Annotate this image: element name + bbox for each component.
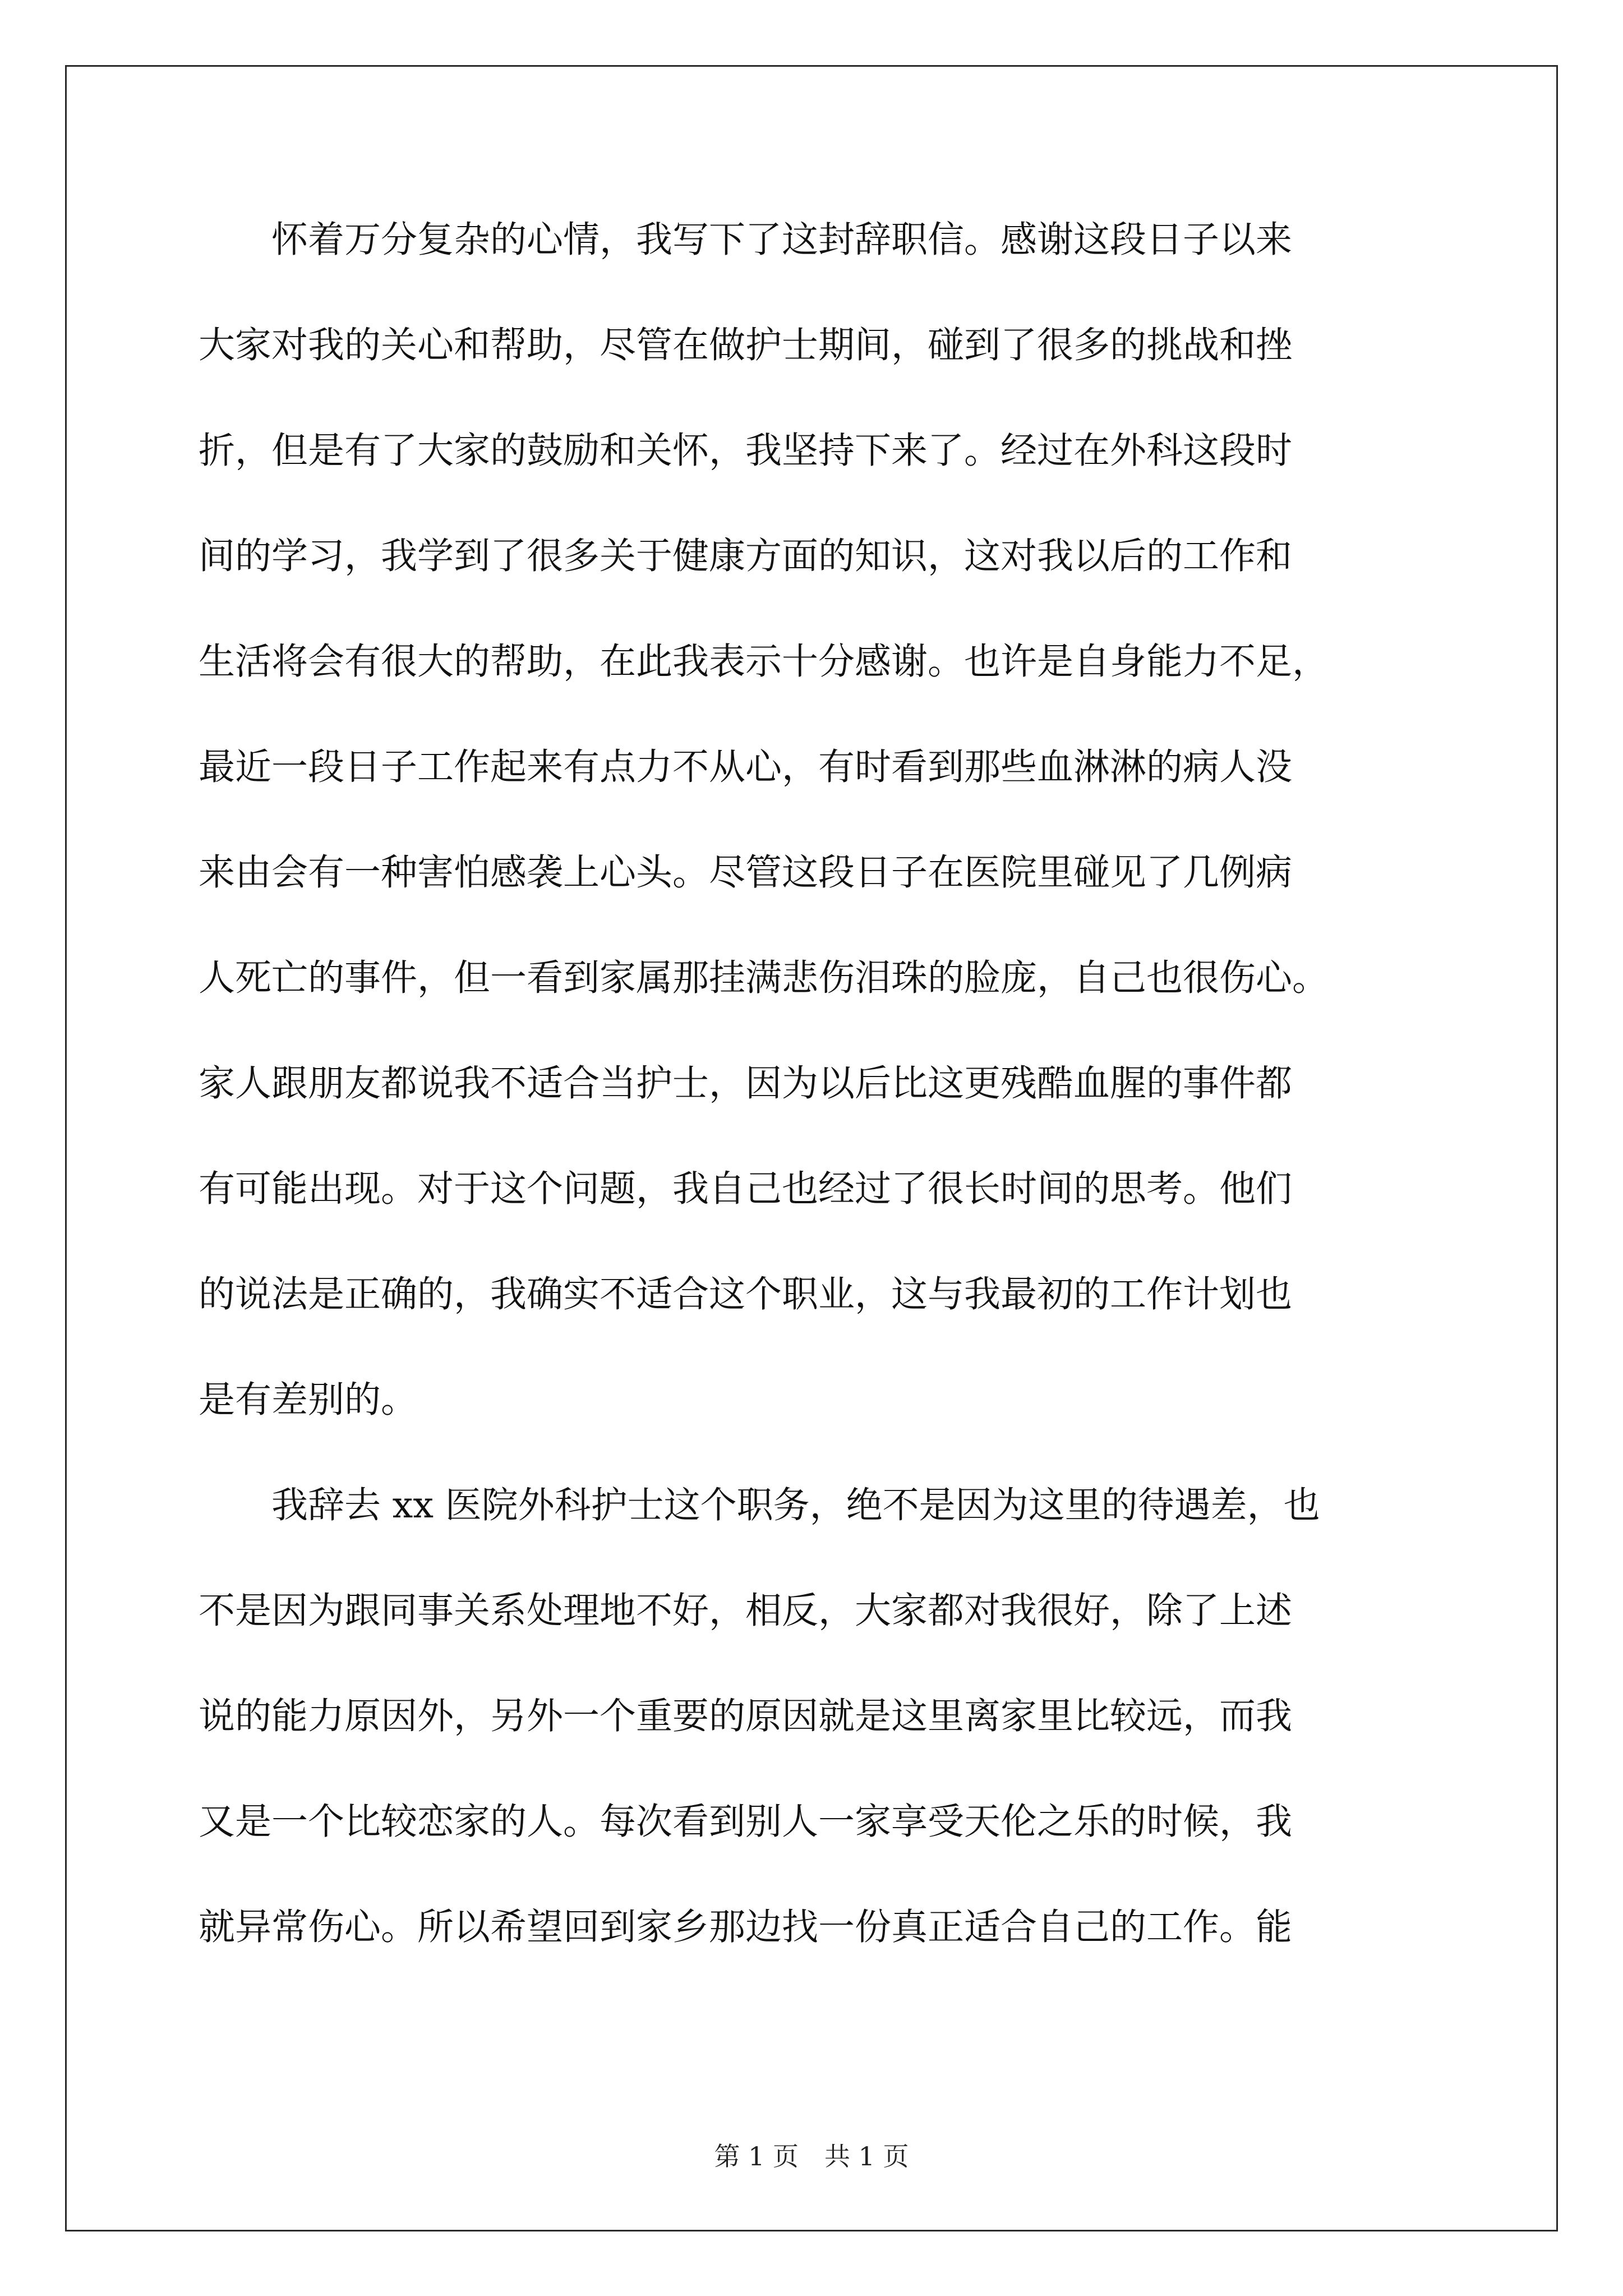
paragraph-1-line-4: 间的学习，我学到了很多关于健康方面的知识，这对我以后的工作和 [199, 535, 1293, 577]
paragraph-1-line-10: 有可能出现。对于这个问题，我自己也经过了很长时间的思考。他们 [199, 1168, 1293, 1210]
paragraph-1-line-5: 生活将会有很大的帮助，在此我表示十分感谢。也许是自身能力不足， [199, 641, 1329, 683]
paragraph-1-line-6: 最近一段日子工作起来有点力不从心，有时看到那些血淋淋的病人没 [199, 746, 1293, 788]
paragraph-1-line-7: 来由会有一种害怕感袭上心头。尽管这段日子在医院里碰见了几例病 [199, 852, 1293, 894]
paragraph-1-line-2: 大家对我的关心和帮助，尽管在做护士期间，碰到了很多的挑战和挫 [199, 324, 1293, 366]
page-number-current: 第 1 页 [714, 2141, 799, 2171]
paragraph-2-line-2: 不是因为跟同事关系处理地不好，相反，大家都对我很好，除了上述 [199, 1590, 1293, 1632]
paragraph-2-line-5: 就异常伤心。所以希望回到家乡那边找一份真正适合自己的工作。能 [199, 1906, 1293, 1948]
paragraph-2-line-4: 又是一个比较恋家的人。每次看到别人一家享受天伦之乐的时候，我 [199, 1801, 1293, 1843]
page-footer [0, 2136, 1623, 2173]
paragraph-1-line-9: 家人跟朋友都说我不适合当护士，因为以后比这更残酷血腥的事件都 [199, 1062, 1293, 1105]
paragraph-1-line-3: 折，但是有了大家的鼓励和关怀，我坚持下来了。经过在外科这段时 [199, 430, 1293, 472]
paragraph-2-line-1: 我辞去 xx 医院外科护士这个职务，绝不是因为这里的待遇差，也 [199, 1484, 1320, 1526]
document-body [199, 208, 1432, 2000]
paragraph-1-line-12: 是有差别的。 [199, 1379, 418, 1421]
page-number-total: 共 1 页 [824, 2141, 909, 2171]
paragraph-2-line-3: 说的能力原因外，另外一个重要的原因就是这里离家里比较远，而我 [199, 1695, 1293, 1737]
paragraph-1-line-1: 怀着万分复杂的心情，我写下了这封辞职信。感谢这段日子以来 [199, 219, 1293, 261]
paragraph-1-line-8: 人死亡的事件，但一看到家属那挂满悲伤泪珠的脸庞，自己也很伤心。 [199, 957, 1329, 999]
paragraph-1-line-11: 的说法是正确的，我确实不适合这个职业，这与我最初的工作计划也 [199, 1273, 1293, 1315]
